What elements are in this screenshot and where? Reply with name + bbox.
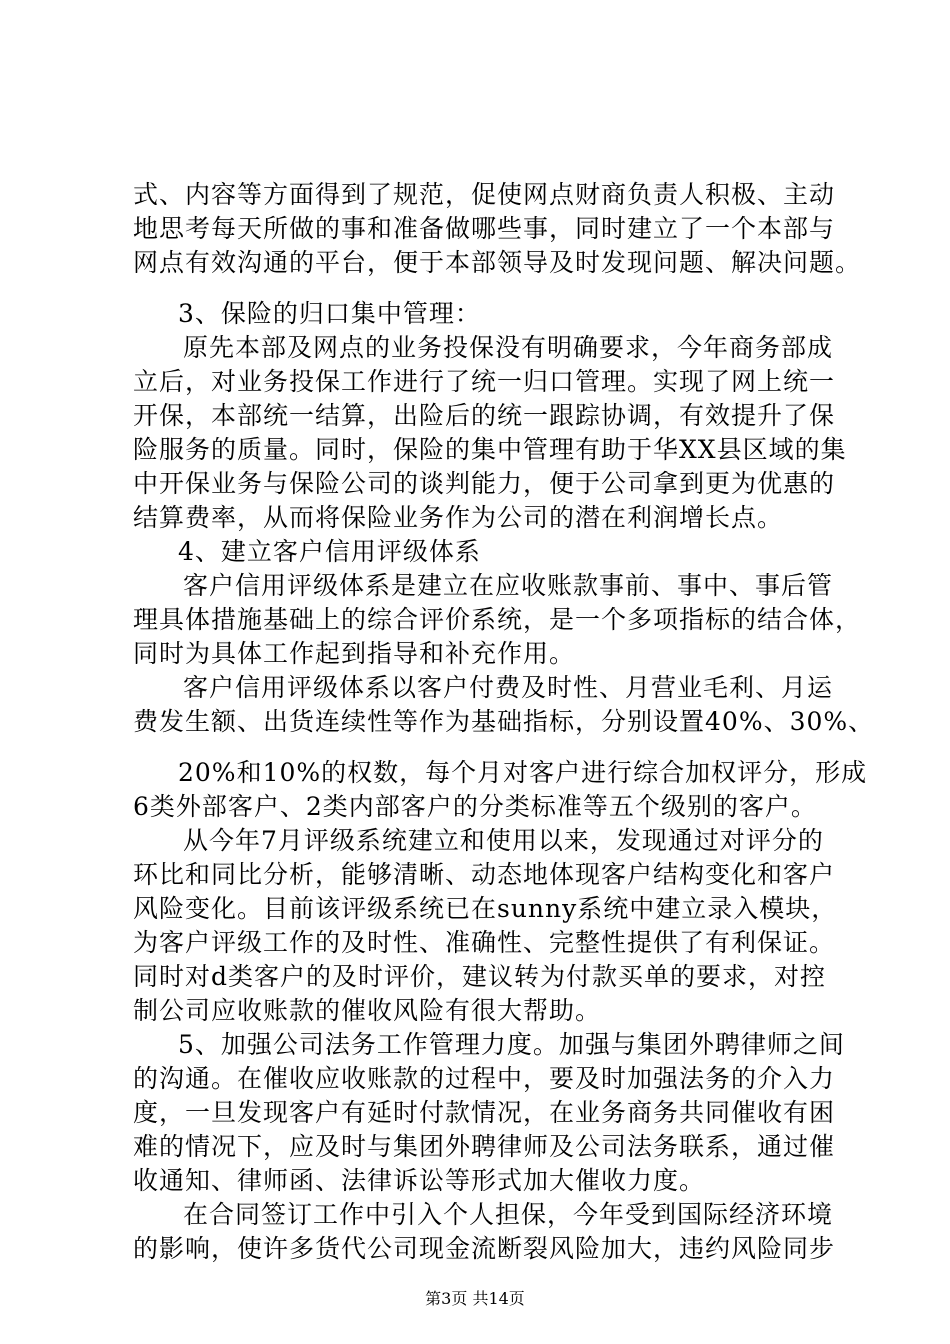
text-line: 收通知、律师函、法律诉讼等形式加大催收力度。 [133, 1166, 706, 1195]
text-line: 理具体措施基础上的综合评价系统，是一个多项指标的结合体， [133, 605, 862, 634]
text-line: 的影响，使许多货代公司现金流断裂风险加大，违约风险同步 [133, 1234, 836, 1263]
text-line: 制公司应收账款的催收风险有很大帮助。 [133, 996, 602, 1025]
text-line: 20%和10%的权数，每个月对客户进行综合加权评分，形成 [178, 758, 868, 787]
text-line: 客户信用评级体系以客户付费及时性、月营业毛利、月运 [183, 673, 834, 702]
text-line: 网点有效沟通的平台，便于本部领导及时发现问题、解决问题。 [133, 248, 862, 277]
text-line: 同时为具体工作起到指导和补充作用。 [133, 639, 576, 668]
text-line: 地思考每天所做的事和准备做哪些事，同时建立了一个本部与 [133, 214, 836, 243]
text-line: 同时对d类客户的及时评价，建议转为付款买单的要求，对控 [133, 962, 827, 991]
section-heading: 5、加强公司法务工作管理力度。加强与集团外聘律师之间 [178, 1030, 845, 1059]
text-line: 立后，对业务投保工作进行了统一归口管理。实现了网上统一 [133, 367, 836, 396]
text-line: 开保，本部统一结算，出险后的统一跟踪协调，有效提升了保 [133, 401, 836, 430]
section-heading: 3、保险的归口集中管理： [178, 299, 481, 328]
text-line: 在合同签订工作中引入个人担保，今年受到国际经济环境 [183, 1200, 834, 1229]
text-line: 中开保业务与保险公司的谈判能力，便于公司拿到更为优惠的 [133, 469, 836, 498]
text-line: 风险变化。目前该评级系统已在sunny系统中建立录入模块， [133, 894, 838, 923]
text-line: 从今年7月评级系统建立和使用以来，发现通过对评分的 [183, 826, 824, 855]
text-line: 结算费率，从而将保险业务作为公司的潜在利润增长点。 [133, 503, 784, 532]
text-line: 客户信用评级体系是建立在应收账款事前、事中、事后管 [183, 571, 834, 600]
text-line: 6类外部客户、2类内部客户的分类标准等五个级别的客户。 [133, 792, 817, 821]
section-heading: 4、建立客户信用评级体系 [178, 537, 481, 566]
text-line: 费发生额、出货连续性等作为基础指标，分别设置40%、30%、 [133, 707, 875, 736]
text-line: 险服务的质量。同时，保险的集中管理有助于华XX县区域的集 [133, 435, 847, 464]
text-line: 式、内容等方面得到了规范，促使网点财商负责人积极、主动 [133, 180, 836, 209]
text-line: 原先本部及网点的业务投保没有明确要求，今年商务部成 [183, 333, 834, 362]
page-number: 第3页 共14页 [425, 1289, 525, 1308]
text-line: 为客户评级工作的及时性、准确性、完整性提供了有利保证。 [133, 928, 836, 957]
text-line: 度，一旦发现客户有延时付款情况，在业务商务共同催收有困 [133, 1098, 836, 1127]
text-line: 的沟通。在催收应收账款的过程中，要及时加强法务的介入力 [133, 1064, 836, 1093]
text-line: 难的情况下，应及时与集团外聘律师及公司法务联系，通过催 [133, 1132, 836, 1161]
text-line: 环比和同比分析，能够清晰、动态地体现客户结构变化和客户 [133, 860, 836, 889]
